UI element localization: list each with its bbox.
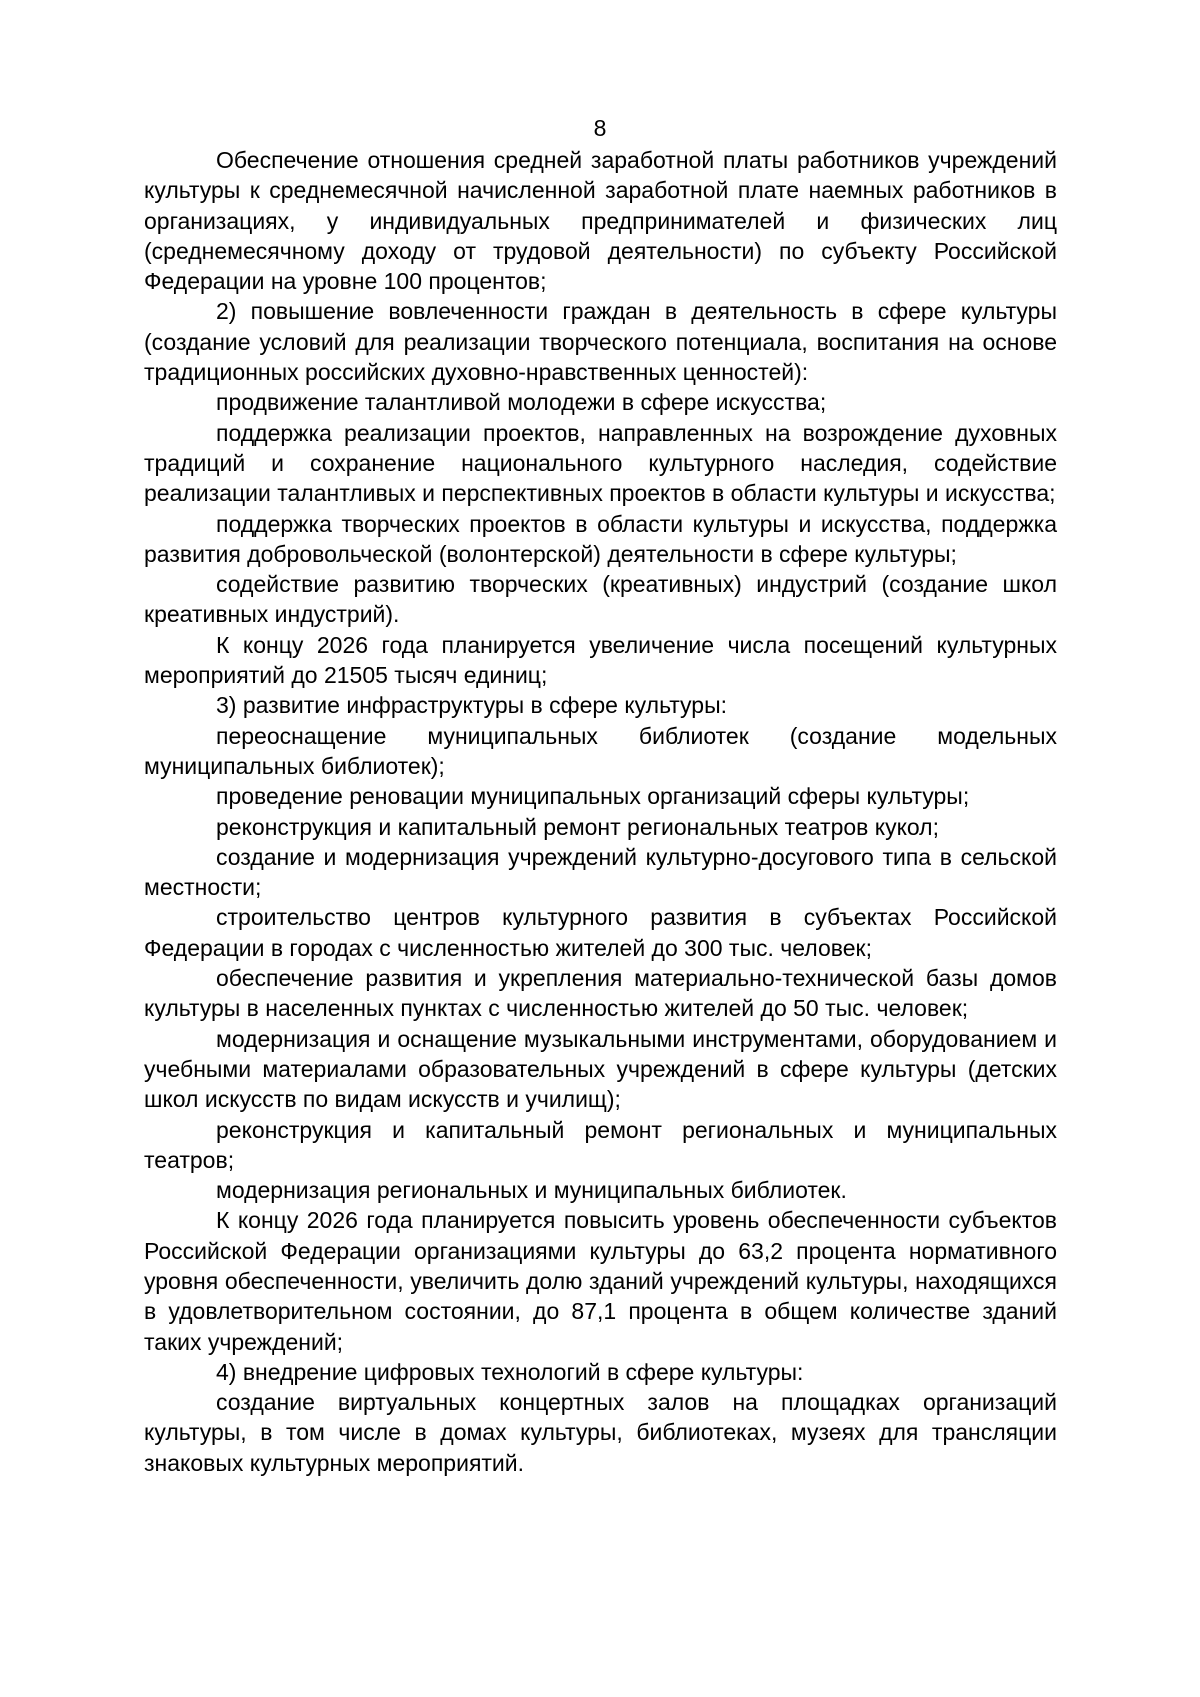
paragraph: поддержка творческих проектов в области культуры и искусства, поддержка развития добровольческой (волонтерской) деятельности в сфере культуры;	[144, 510, 1057, 567]
document-body	[144, 145, 1057, 1478]
page-number: 8	[593, 115, 607, 141]
paragraph: К концу 2026 года планируется повысить уровень обеспеченности субъектов Российской Федерации организациями культуры до 63,2 процента нормативного уровня обеспеченности, увеличить долю зданий учреждений культуры, находящихся в удовлетворительном состоянии, до 87,1 процента в общем количестве зданий таких учреждений;	[144, 1207, 1057, 1355]
paragraph: создание и модернизация учреждений культурно-досугового типа в сельской местности;	[144, 843, 1057, 901]
paragraph: обеспечение развития и укрепления материально-технической базы домов культуры в населенных пунктах с численностью жителей до 50 тыс. человек;	[144, 965, 1057, 1022]
paragraph: создание виртуальных концертных залов на площадках организаций культуры, в том числе в домах культуры, библиотеках, музеях для трансляции знаковых культурных мероприятий.	[144, 1389, 1057, 1476]
paragraph: 4) внедрение цифровых технологий в сфере культуры:	[216, 1358, 804, 1385]
paragraph: строительство центров культурного развития в субъектах Российской Федерации в городах с численностью жителей до 300 тыс. человек;	[144, 904, 1057, 961]
paragraph: Обеспечение отношения средней заработной платы работников учреждений культуры к среднемесячной начисленной заработной плате наемных работников в организациях, у индивидуальных предпринимателей и физических лиц (среднемесячному доходу от трудовой деятельности) по субъекту Российской Федерации на уровне 100 процентов;	[144, 147, 1057, 295]
paragraph: поддержка реализации проектов, направленных на возрождение духовных традиций и сохранение национального культурного наследия, содействие реализации талантливых и перспективных проектов в области культуры и искусства;	[144, 419, 1057, 507]
paragraph: содействие развитию творческих (креативных) индустрий (создание школ креативных индустрий).	[144, 571, 1057, 628]
paragraph: модернизация региональных и муниципальных библиотек.	[216, 1177, 847, 1204]
paragraph: К концу 2026 года планируется увеличение числа посещений культурных мероприятий до 21505 тысяч единиц;	[144, 631, 1057, 689]
paragraph: реконструкция и капитальный ремонт региональных театров кукол;	[216, 813, 939, 840]
paragraph: проведение реновации муниципальных организаций сферы культуры;	[216, 783, 970, 810]
paragraph: переоснащение муниципальных библиотек (создание модельных муниципальных библиотек);	[144, 722, 1057, 779]
paragraph: 3) развитие инфраструктуры в сфере культуры:	[216, 692, 727, 719]
paragraph: продвижение талантливой молодежи в сфере искусства;	[216, 389, 827, 416]
paragraph: модернизация и оснащение музыкальными инструментами, оборудованием и учебными материалами образовательных учреждений в сфере культуры (детских школ искусств по видам искусств и училищ);	[144, 1025, 1057, 1113]
paragraph: реконструкция и капитальный ремонт региональных и муниципальных театров;	[144, 1116, 1057, 1173]
paragraph: 2) повышение вовлеченности граждан в деятельность в сфере культуры (создание условий для реализации творческого потенциала, воспитания на основе традиционных российских духовно-нравственных ценностей):	[144, 298, 1057, 386]
